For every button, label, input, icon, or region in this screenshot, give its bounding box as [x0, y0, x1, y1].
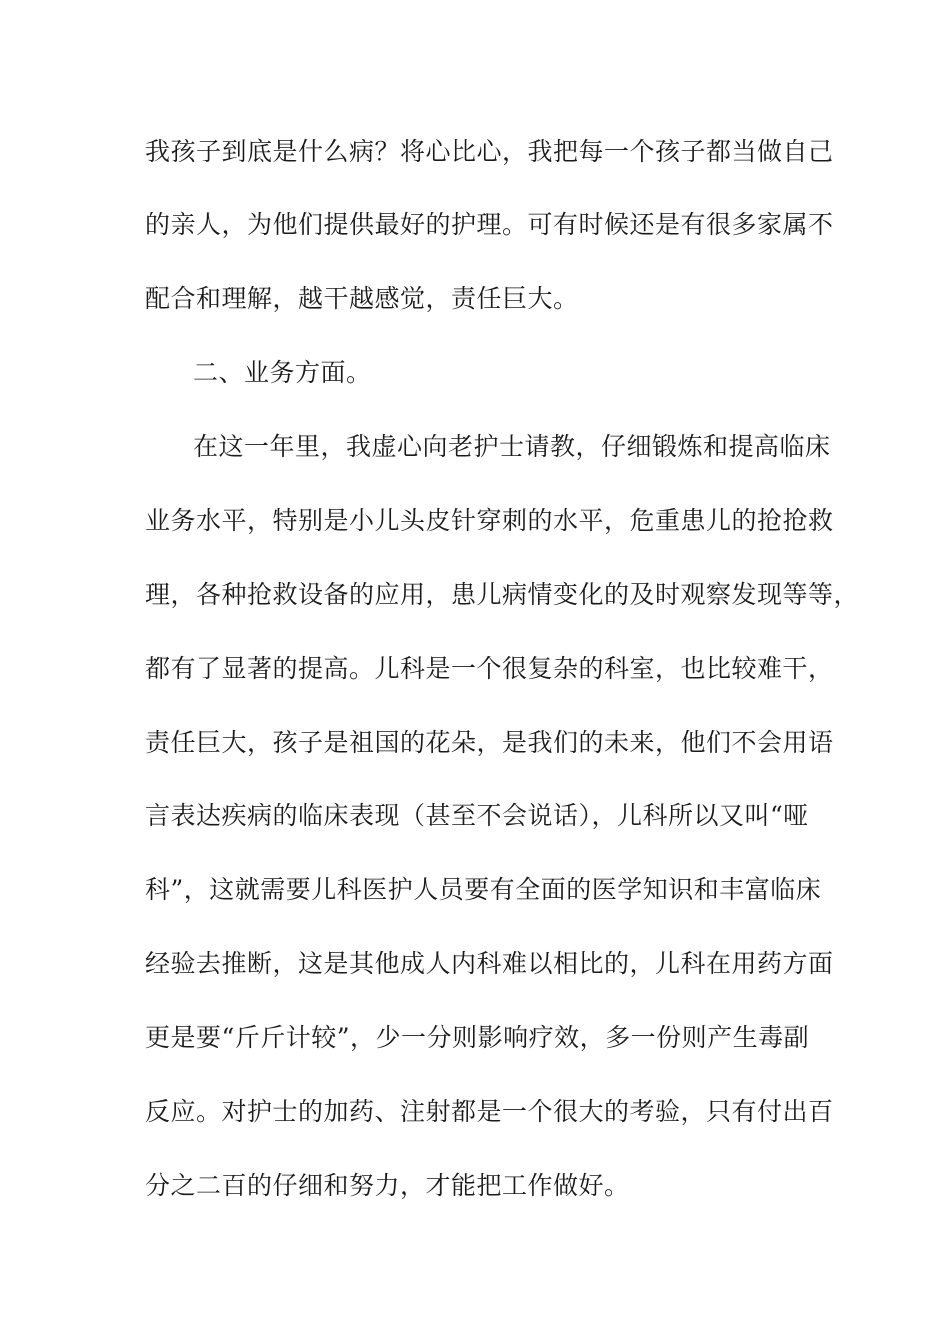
text-line: 经验去推断，这是其他成人内科难以相比的，儿科在用药方面 [145, 949, 834, 978]
text-line: 我孩子到底是什么病？将心比心，我把每一个孩子都当做自己 [145, 137, 834, 166]
text-line: 配合和理解，越干越感觉，责任巨大。 [145, 284, 579, 313]
text-line: 在这一年里，我虚心向老护士请教，仔细锻炼和提高临床 [193, 432, 831, 461]
text-line: 责任巨大，孩子是祖国的花朵，是我们的未来，他们不会用语 [145, 728, 834, 757]
text-line: 理，各种抢救设备的应用，患儿病情变化的及时观察发现等等， [145, 580, 860, 609]
text-line: 更是要“斤斤计较”，少一分则影响疗效，多一份则产生毒副 [145, 1023, 810, 1052]
text-line: 反应。对护士的加药、注射都是一个很大的考验，只有付出百 [145, 1097, 834, 1126]
text-line: 都有了显著的提高。儿科是一个很复杂的科室，也比较难干， [145, 654, 834, 683]
text-line: 业务水平，特别是小儿头皮针穿刺的水平，危重患儿的抢抢救 [145, 506, 834, 535]
section-heading: 二、业务方面。 [193, 358, 372, 387]
text-line: 分之二百的仔细和努力，才能把工作做好。 [145, 1171, 630, 1200]
text-line: 科”，这就需要儿科医护人员要有全面的医学知识和丰富临床 [145, 875, 822, 904]
text-line: 的亲人，为他们提供最好的护理。可有时候还是有很多家属不 [145, 210, 834, 239]
text-line: 言表达疾病的临床表现（甚至不会说话），儿科所以又叫“哑 [145, 801, 809, 830]
